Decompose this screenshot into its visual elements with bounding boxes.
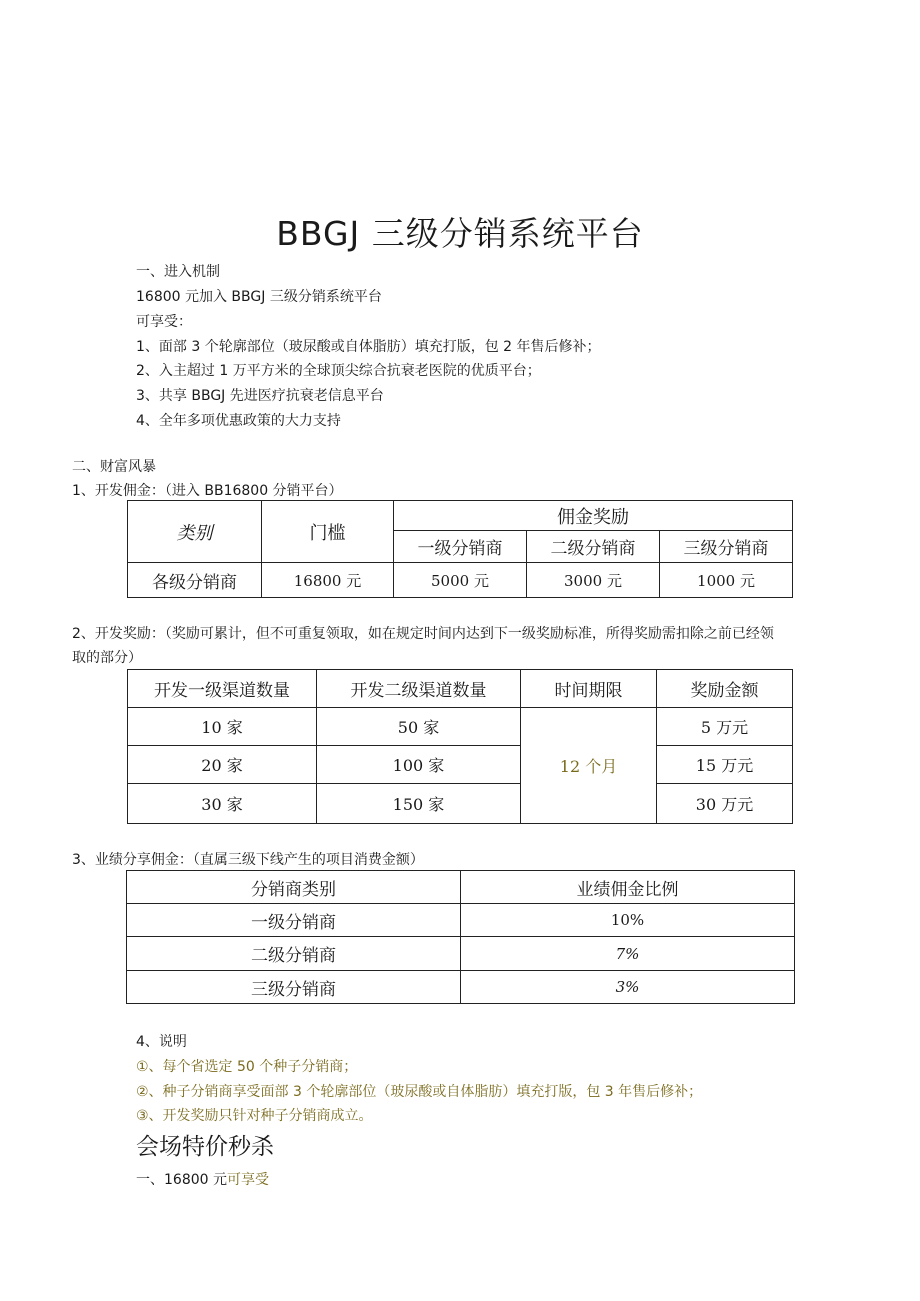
flash-sale-enjoy: 可享受 [227,1172,269,1188]
paragraph-dev-reward: 2、开发奖励：（奖励可累计，但不可重复领取，如在规定时间内达到下一级奖励标准，所得奖励需扣除之前已经领 [72,626,774,642]
section-heading-flash-sale: 会场特价秒杀 [136,1134,274,1160]
period-cell: 12 个月 [521,708,657,824]
table-row [128,563,793,598]
enjoy-label: 可享受： [136,314,192,330]
note-item: ③、开发奖励只针对种子分销商成立。 [136,1108,373,1124]
table-cell: 15 万元 [657,746,793,784]
table-cell: 30 家 [128,784,317,824]
table-cell: 5000 元 [394,563,527,598]
join-text: 16800 元加入 BBGJ 三级分销系统平台 [136,289,382,305]
commission-table [127,500,793,598]
table-cell: 5 万元 [657,708,793,746]
paragraph-dev-reward-cont: 取的部分） [72,650,142,666]
note-item: ①、每个省选定 50 个种子分销商； [136,1059,358,1075]
table-row [127,904,795,937]
table-header: 业绩佣金比例 [461,871,795,904]
paragraph-dev-commission: 1、开发佣金：（进入 BB16800 分销平台） [72,483,343,499]
table-cell: 一级分销商 [127,904,461,937]
benefit-item: 3、共享 BBGJ 先进医疗抗衰老信息平台 [136,388,384,404]
table-header: 奖励金额 [657,670,793,708]
benefit-item: 2、入主超过 1 万平方米的全球顶尖综合抗衰老医院的优质平台； [136,363,541,379]
table-cell: 10% [461,904,795,937]
note-item: ②、种子分销商享受面部 3 个轮廓部位（玻尿酸或自体脂肪）填充打版，包 3 年售后修补； [136,1084,703,1100]
table-cell: 20 家 [128,746,317,784]
table-cell: 16800 元 [262,563,394,598]
subheader-level: 二级分销商 [527,531,660,563]
table-header: 开发一级渠道数量 [128,670,317,708]
table-cell: 100 家 [317,746,521,784]
table-cell: 各级分销商 [128,563,262,598]
table-row [127,937,795,971]
subheader-level: 一级分销商 [394,531,527,563]
table-header: 时间期限 [521,670,657,708]
header-commission: 佣金奖励 [394,501,793,531]
table-header: 分销商类别 [127,871,461,904]
notes-heading: 4、说明 [136,1034,187,1050]
table-cell: 10 家 [128,708,317,746]
table-row [128,746,793,784]
table-header: 开发二级渠道数量 [317,670,521,708]
reward-table [127,669,793,824]
page-title: BBGJ 三级分销系统平台 [276,214,644,253]
table-cell: 三级分销商 [127,971,461,1004]
table-row [128,708,793,746]
benefit-item: 4、全年多项优惠政策的大力支持 [136,413,341,429]
table-cell: 3% [461,971,795,1004]
subheader-level: 三级分销商 [660,531,793,563]
table-cell: 150 家 [317,784,521,824]
header-threshold: 门槛 [262,501,394,563]
flash-sale-price: 一、16800 元 [136,1172,227,1188]
performance-table [126,870,795,1004]
table-cell: 50 家 [317,708,521,746]
paragraph-performance: 3、业绩分享佣金：（直属三级下线产生的项目消费金额） [72,852,424,868]
flash-sale-line [136,1171,269,1189]
table-cell: 7% [461,937,795,971]
table-cell: 30 万元 [657,784,793,824]
header-type: 类别 [128,501,262,563]
table-cell: 3000 元 [527,563,660,598]
table-cell: 二级分销商 [127,937,461,971]
section-heading-wealth: 二、财富风暴 [72,459,156,475]
section-heading-entry: 一、进入机制 [136,264,220,280]
benefit-item: 1、面部 3 个轮廓部位（玻尿酸或自体脂肪）填充打版，包 2 年售后修补； [136,339,601,355]
table-row [127,971,795,1004]
table-row [128,784,793,824]
table-cell: 1000 元 [660,563,793,598]
